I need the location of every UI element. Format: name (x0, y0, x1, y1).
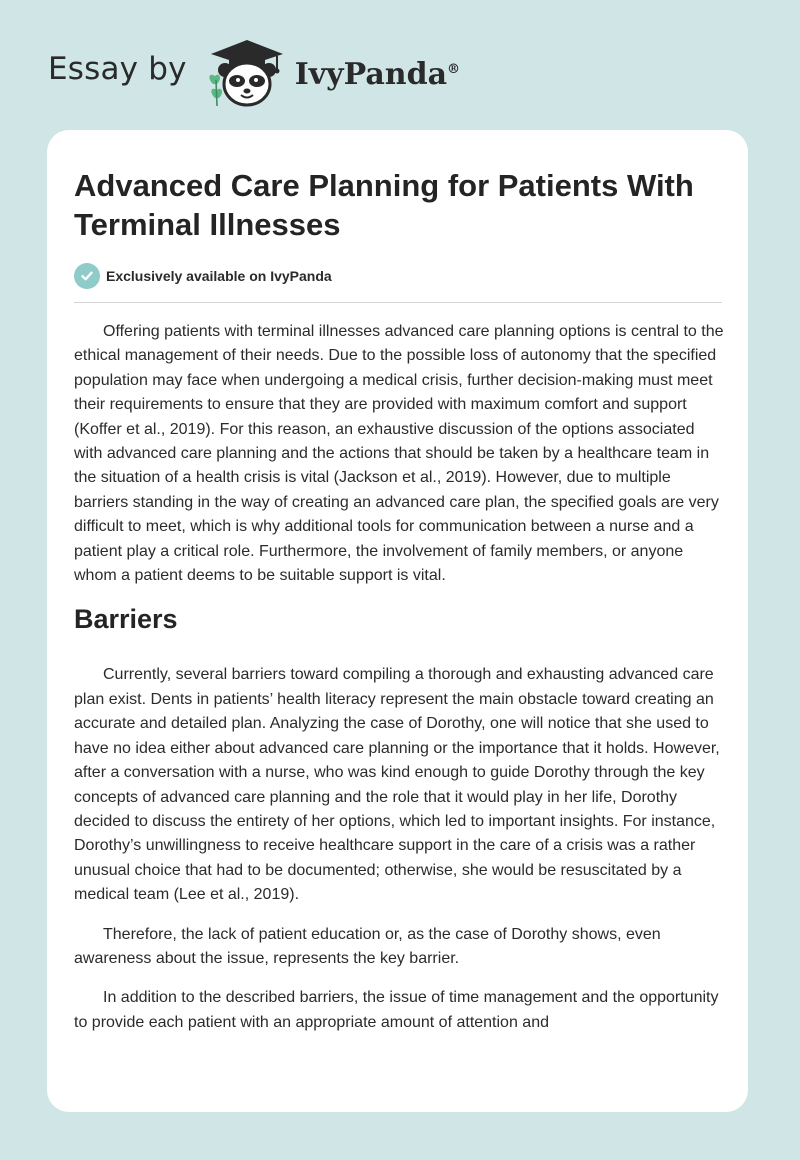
badge-label: Exclusively available on IvyPanda (106, 268, 332, 284)
brand-name: IvyPanda® (294, 56, 461, 92)
panda-logo-icon (201, 36, 293, 108)
body-paragraph: In addition to the described barriers, the issue of time management and the opportunity to provide each patient with an appropriate amount of attention and (74, 989, 719, 1031)
intro-paragraph: Offering patients with terminal illnesses advanced care planning options is central to the ethical management of their needs. Due to the possible loss of autonomy that the specified population may face when undergoing a medical crisis, further decision-making must meet their requirements to ensure that they are provided with maximum comfort and support (Koffer et al., 2019). For this reason, an exhaustive discussion of the options associated with advanced care planning and the actions that should be taken by a healthcare team in the situation of a health crisis is vital (Jackson et al., 2019). However, due to multiple barriers standing in the way of creating an advanced care plan, the specified goals are very difficult to meet, which is why additional tools for communication between a nurse and a patient play a critical role. Furthermore, the involvement of family members, or anyone whom a patient deems to be suitable support is vital. (74, 323, 724, 585)
section-heading-barriers: Barriers (74, 604, 178, 635)
essay-body (74, 320, 726, 1050)
essay-card (47, 130, 748, 1112)
body-paragraph: Therefore, the lack of patient education or, as the case of Dorothy shows, even awareness about the issue, represents the key barrier. (74, 925, 661, 967)
brand-prefix: Essay by (48, 51, 187, 87)
exclusive-badge (74, 263, 332, 289)
check-circle-icon (74, 263, 100, 289)
essay-title: Advanced Care Planning for Patients With Terminal Illnesses (74, 168, 694, 242)
title-divider (74, 302, 722, 303)
site-header[interactable] (48, 36, 460, 108)
body-paragraph: Currently, several barriers toward compiling a thorough and exhausting advanced care plan exist. Dents in patients’ health literacy represent the main obstacle toward creating an accurate and detailed plan. Analyzing the case of Dorothy, one will notice that she used to have no idea either about advanced care planning or the importance that it holds. However, after a conversation with a nurse, who was kind enough to guide Dorothy through the key concepts of advanced care planning and the role that it would play in her life, Dorothy decided to discuss the entirety of her options, which led to important insights. For instance, Dorothy’s unwillingness to receive healthcare support in the care of a crisis was a rather unusual choice that had to be documented; otherwise, she would be resuscitated by a medical team (Lee et al., 2019). (74, 666, 720, 904)
